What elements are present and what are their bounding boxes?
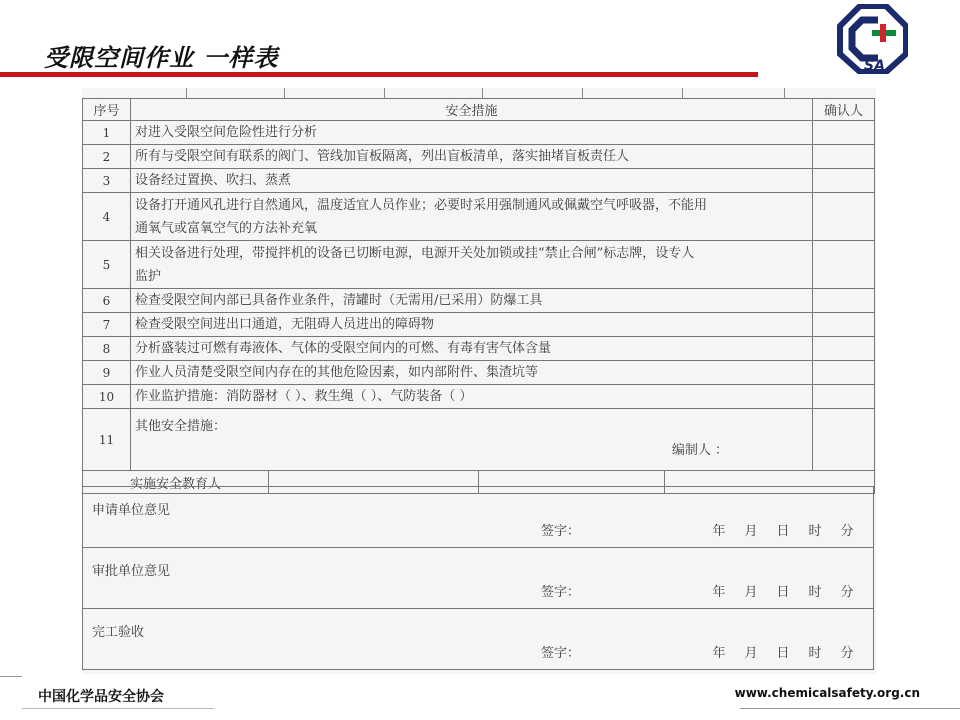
row-measure xyxy=(131,169,813,193)
measure-text: 对进入受限空间危险性进行分析 xyxy=(135,125,318,140)
footer-url-link[interactable]: www.chemicalsafety.org.cn xyxy=(734,686,920,700)
confirm-cell[interactable] xyxy=(813,361,875,385)
row-measure xyxy=(131,289,813,313)
measure-text: 检查受限空间进出口通道，无阻碍人员进出的障碍物 xyxy=(135,317,435,332)
header-no: 序号 xyxy=(83,99,131,121)
signature-line xyxy=(541,520,863,539)
day-label: 日 xyxy=(776,524,790,539)
confirm-cell[interactable] xyxy=(813,337,875,361)
hour-label: 时 xyxy=(808,585,822,600)
year-label: 年 xyxy=(712,646,726,661)
measure-text: 分析盛装过可燃有毒液体、气体的受限空间内的可燃、有毒有害气体含量 xyxy=(135,341,552,356)
row-no: 5 xyxy=(83,241,131,289)
row-measure xyxy=(131,193,813,241)
csa-logo xyxy=(816,4,908,74)
measure-text: 设备打开通风孔进行自然通风，温度适宜人员作业；必要时采用强制通风或佩戴空气呼吸器，不能用 xyxy=(135,197,708,213)
header-confirm: 确认人 xyxy=(813,99,875,121)
signature-label: 签字： xyxy=(541,524,581,539)
month-label: 月 xyxy=(744,585,758,600)
confirm-cell[interactable] xyxy=(813,241,875,289)
table-row xyxy=(83,337,875,361)
footer-rule xyxy=(22,708,214,709)
safety-measures-table xyxy=(82,98,875,494)
logo-text: SA xyxy=(864,58,885,74)
minute-label: 分 xyxy=(840,585,854,600)
compiler-label: 编制人 ： xyxy=(671,443,729,458)
row-no: 6 xyxy=(83,289,131,313)
table-row xyxy=(83,121,875,145)
signature-label: 签字： xyxy=(541,646,581,661)
measure-text: 相关设备进行处理，带搅拌机的设备已切断电源，电源开关处加锁或挂“禁止合闸”标志牌，设专人 xyxy=(135,245,695,261)
sign-block xyxy=(83,487,874,548)
approval-opinion-cell[interactable] xyxy=(83,548,874,609)
sign-block-label: 申请单位意见 xyxy=(92,503,171,518)
signature-line xyxy=(541,581,863,600)
signature-line xyxy=(541,642,863,661)
month-label: 月 xyxy=(744,524,758,539)
application-opinion-cell[interactable] xyxy=(83,487,874,548)
table-row xyxy=(83,313,875,337)
slide-title: 受限空间作业 一样表 xyxy=(44,44,279,72)
sign-block-label: 审批单位意见 xyxy=(92,564,171,579)
form-top-ticks xyxy=(82,88,876,98)
year-label: 年 xyxy=(712,524,726,539)
measure-text: 作业人员清楚受限空间内存在的其他危险因素，如内部附件、集渣坑等 xyxy=(135,365,539,380)
table-header-row xyxy=(83,99,875,121)
row-no: 7 xyxy=(83,313,131,337)
completion-acceptance-cell[interactable] xyxy=(83,609,874,670)
minute-label: 分 xyxy=(840,524,854,539)
confirm-cell[interactable] xyxy=(813,193,875,241)
measure-text: 通氧气或富氧空气的方法补充氧 xyxy=(135,220,318,236)
table-row xyxy=(83,385,875,409)
signature-label: 签字： xyxy=(541,585,581,600)
row-no: 9 xyxy=(83,361,131,385)
measure-text: 监护 xyxy=(135,268,162,284)
education-label: 实施安全教育人 xyxy=(83,471,269,494)
measure-text: 作业监护措施：消防器材（ ）、救生绳（ ）、气防装备（ ） xyxy=(135,389,473,404)
measure-text: 设备经过置换、吹扫、蒸煮 xyxy=(135,173,292,188)
row-measure xyxy=(131,145,813,169)
year-label: 年 xyxy=(712,585,726,600)
hour-label: 时 xyxy=(808,524,822,539)
confirm-cell[interactable] xyxy=(813,145,875,169)
row-no: 10 xyxy=(83,385,131,409)
footer-rule xyxy=(0,676,22,677)
day-label: 日 xyxy=(776,585,790,600)
sign-block xyxy=(83,548,874,609)
row-measure xyxy=(131,241,813,289)
row-no: 11 xyxy=(83,409,131,471)
month-label: 月 xyxy=(744,646,758,661)
table-row xyxy=(83,289,875,313)
confirm-cell[interactable] xyxy=(813,289,875,313)
hour-label: 时 xyxy=(808,646,822,661)
row-no: 4 xyxy=(83,193,131,241)
header-measure: 安全措施 xyxy=(131,99,813,121)
row-measure xyxy=(131,385,813,409)
row-no: 8 xyxy=(83,337,131,361)
footer-rule xyxy=(740,708,960,709)
table-row xyxy=(83,409,875,471)
sign-block xyxy=(83,609,874,670)
day-label: 日 xyxy=(776,646,790,661)
row-no: 2 xyxy=(83,145,131,169)
row-measure xyxy=(131,409,813,471)
confirm-cell[interactable] xyxy=(813,409,875,471)
table-row xyxy=(83,361,875,385)
row-measure xyxy=(131,361,813,385)
table-row xyxy=(83,241,875,289)
row-measure xyxy=(131,121,813,145)
row-no: 3 xyxy=(83,169,131,193)
confirm-cell[interactable] xyxy=(813,121,875,145)
confirm-cell[interactable] xyxy=(813,385,875,409)
title-underline-bar xyxy=(0,72,758,77)
measure-text: 检查受限空间内部已具备作业条件，清罐时（无需用/已采用）防爆工具 xyxy=(135,293,543,308)
table-row xyxy=(83,145,875,169)
row-no: 1 xyxy=(83,121,131,145)
confirm-cell[interactable] xyxy=(813,313,875,337)
table-row xyxy=(83,169,875,193)
row-measure xyxy=(131,337,813,361)
measure-text: 其他安全措施： xyxy=(135,419,227,434)
sign-block-label: 完工验收 xyxy=(92,625,145,640)
row-measure xyxy=(131,313,813,337)
approval-table xyxy=(82,486,874,670)
measure-text: 所有与受限空间有联系的阀门、管线加盲板隔离，列出盲板清单，落实抽堵盲板责任人 xyxy=(135,149,630,164)
footer-organization: 中国化学品安全协会 xyxy=(38,689,164,705)
confirm-cell[interactable] xyxy=(813,169,875,193)
minute-label: 分 xyxy=(840,646,854,661)
table-row xyxy=(83,193,875,241)
